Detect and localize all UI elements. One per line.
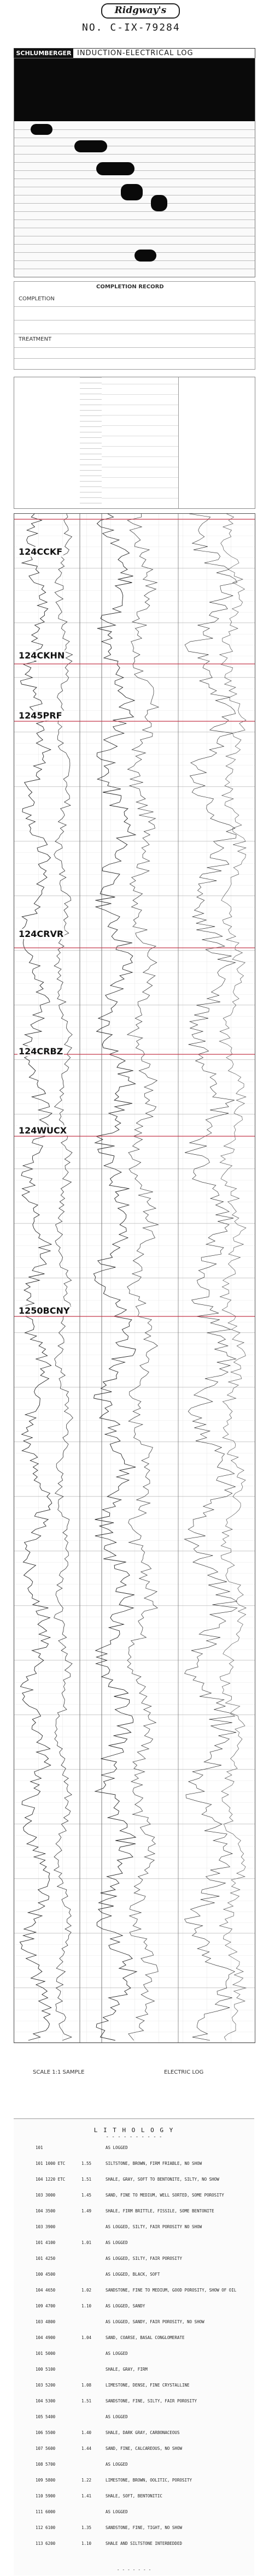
lithology-depth: 101 4100: [36, 2240, 56, 2245]
lithology-description: AS LOGGED: [106, 2414, 128, 2419]
lithology-description: AS LOGGED: [106, 2240, 128, 2245]
header-form: [14, 58, 255, 277]
lithology-description: AS LOGGED: [106, 2462, 128, 2467]
schlumberger-logo: SCHLUMBERGER: [14, 49, 73, 58]
log-chart: [14, 513, 255, 2043]
lithology-description: AS LOGGED, BLACK, SOFT: [106, 2272, 160, 2277]
depth-tag-5: 124CRBZ: [19, 1046, 63, 1056]
lithology-description: AS LOGGED, SILTY, FAIR POROSITY NO SHOW: [106, 2224, 202, 2229]
scale-section: [14, 377, 255, 509]
document-number: NO. C-IX-79284: [82, 22, 180, 33]
lithology-depth: 101: [36, 2145, 43, 2150]
lithology-depth: 104 3500: [36, 2209, 56, 2213]
lithology-description: SANDSTONE, FINE TO MEDIUM, GOOD POROSITY, SHOW OF OIL: [106, 2288, 237, 2293]
lithology-description: SAND, COARSE, BASAL CONGLOMERATE: [106, 2335, 185, 2340]
lithology-thickness: 1.40: [81, 2430, 92, 2435]
lithology-thickness: 1.44: [81, 2446, 92, 2451]
lithology-description: AS LOGGED, SILTY, FAIR POROSITY: [106, 2256, 182, 2261]
lithology-depth: 101 1000 ETC: [36, 2161, 66, 2166]
depth-tag-2: 124CKHN: [19, 650, 65, 661]
lithology-description: SHALE, DARK GRAY, CARBONACEOUS: [106, 2430, 180, 2435]
lithology-depth: 109 4700: [36, 2304, 56, 2308]
log-header: [14, 48, 255, 59]
lithology-depth: 110 5900: [36, 2494, 56, 2498]
log-footer-left: SCALE 1:1 SAMPLE: [33, 2069, 85, 2075]
lithology-thickness: 1.35: [81, 2525, 92, 2530]
lithology-depth: 113 6200: [36, 2541, 56, 2546]
lithology-description: AS LOGGED, SANDY, FAIR POROSITY, NO SHOW: [106, 2319, 204, 2324]
lithology-description: SAND, FINE TO MEDIUM, WELL SORTED, SOME POROSITY: [106, 2193, 224, 2198]
lithology-description: SHALE AND SILTSTONE INTERBEDDED: [106, 2541, 182, 2546]
lithology-description: SHALE, GRAY, SOFT TO BENTONITE, SILTY, NO SHOW: [106, 2177, 219, 2182]
lithology-thickness: 1.22: [81, 2478, 92, 2483]
lithology-depth: 105 5400: [36, 2414, 56, 2419]
lithology-footer: - - - - - - -: [116, 2567, 151, 2572]
lithology-section: [14, 2118, 254, 2575]
lithology-depth: 104 4650: [36, 2288, 56, 2293]
lithology-depth: 108 5700: [36, 2462, 56, 2467]
lithology-thickness: 1.02: [81, 2288, 92, 2293]
lithology-thickness: 1.51: [81, 2177, 92, 2182]
lithology-depth: 103 3000: [36, 2193, 56, 2198]
lithology-depth: 103 5200: [36, 2383, 56, 2388]
lithology-depth: 109 5800: [36, 2478, 56, 2483]
lithology-description: SANDSTONE, FINE, SILTY, FAIR POROSITY: [106, 2399, 197, 2403]
redaction-block-top: [14, 58, 255, 121]
lithology-description: AS LOGGED: [106, 2509, 128, 2514]
depth-tag-3: 1245PRF: [19, 710, 62, 721]
lithology-thickness: 1.41: [81, 2494, 92, 2498]
depth-tag-6: 124WUCX: [19, 1125, 67, 1136]
lithology-depth: 107 5600: [36, 2446, 56, 2451]
lithology-depth: 112 6100: [36, 2525, 56, 2530]
lithology-thickness: 1.45: [81, 2193, 92, 2198]
completion-label: COMPLETION: [19, 296, 55, 302]
lithology-description: SHALE, FIRM BRITTLE, FISSILE, SOME BENTONITE: [106, 2209, 214, 2213]
depth-tag-1: 124CCKF: [19, 547, 63, 557]
lithology-thickness: 1.10: [81, 2541, 92, 2546]
log-traces: [14, 514, 255, 2043]
ridgways-stamp: [101, 3, 180, 19]
lithology-description: LIMESTONE, DENSE, FINE CRYSTALLINE: [106, 2383, 190, 2388]
lithology-description: SHALE, GRAY, FIRM: [106, 2367, 148, 2372]
lithology-depth: 103 3900: [36, 2224, 56, 2229]
lithology-description: AS LOGGED, SANDY: [106, 2304, 145, 2308]
lithology-description: SILTSTONE, BROWN, FIRM FRIABLE, NO SHOW: [106, 2161, 202, 2166]
lithology-description: SHALE, SOFT, BENTONITIC: [106, 2494, 162, 2498]
lithology-thickness: 1.10: [81, 2304, 92, 2308]
stamp-text: Ridgway's: [114, 5, 167, 16]
lithology-depth: 104 5300: [36, 2399, 56, 2403]
lithology-depth: 101 5000: [36, 2351, 56, 2356]
depth-tag-4: 124CRVR: [19, 929, 64, 939]
lithology-description: AS LOGGED: [106, 2145, 128, 2150]
depth-tag-7: 1250BCNY: [19, 1305, 70, 1316]
lithology-depth: 111 6000: [36, 2509, 56, 2514]
lithology-depth: 106 5500: [36, 2430, 56, 2435]
lithology-depth: 104 1220 ETC: [36, 2177, 66, 2182]
lithology-thickness: 1.51: [81, 2399, 92, 2403]
lithology-thickness: 1.01: [81, 2240, 92, 2245]
lithology-description: LIMESTONE, BROWN, OOLITIC, POROSITY: [106, 2478, 192, 2483]
lithology-thickness: 1.04: [81, 2335, 92, 2340]
lithology-depth: 100 4500: [36, 2272, 56, 2277]
lithology-thickness: 1.49: [81, 2209, 92, 2213]
lithology-description: AS LOGGED: [106, 2351, 128, 2356]
lithology-description: SAND, FINE, CALCAREOUS, NO SHOW: [106, 2446, 182, 2451]
lithology-title: L I T H O L O G Y: [93, 2127, 174, 2134]
completion-record: [14, 281, 255, 370]
completion-record-title: COMPLETION RECORD: [96, 284, 164, 290]
lithology-depth: 100 5100: [36, 2367, 56, 2372]
lithology-depth: 103 4800: [36, 2319, 56, 2324]
lithology-depth: 101 4250: [36, 2256, 56, 2261]
lithology-depth: 104 4900: [36, 2335, 56, 2340]
lithology-thickness: 1.08: [81, 2383, 92, 2388]
log-footer-right: ELECTRIC LOG: [164, 2069, 204, 2075]
treatment-label: TREATMENT: [19, 336, 52, 342]
lithology-thickness: 1.55: [81, 2161, 92, 2166]
lithology-subtitle: - - - - - - - - - -: [106, 2134, 162, 2140]
log-title: INDUCTION-ELECTRICAL LOG: [77, 49, 194, 57]
lithology-description: SANDSTONE, FINE, TIGHT, NO SHOW: [106, 2525, 182, 2530]
